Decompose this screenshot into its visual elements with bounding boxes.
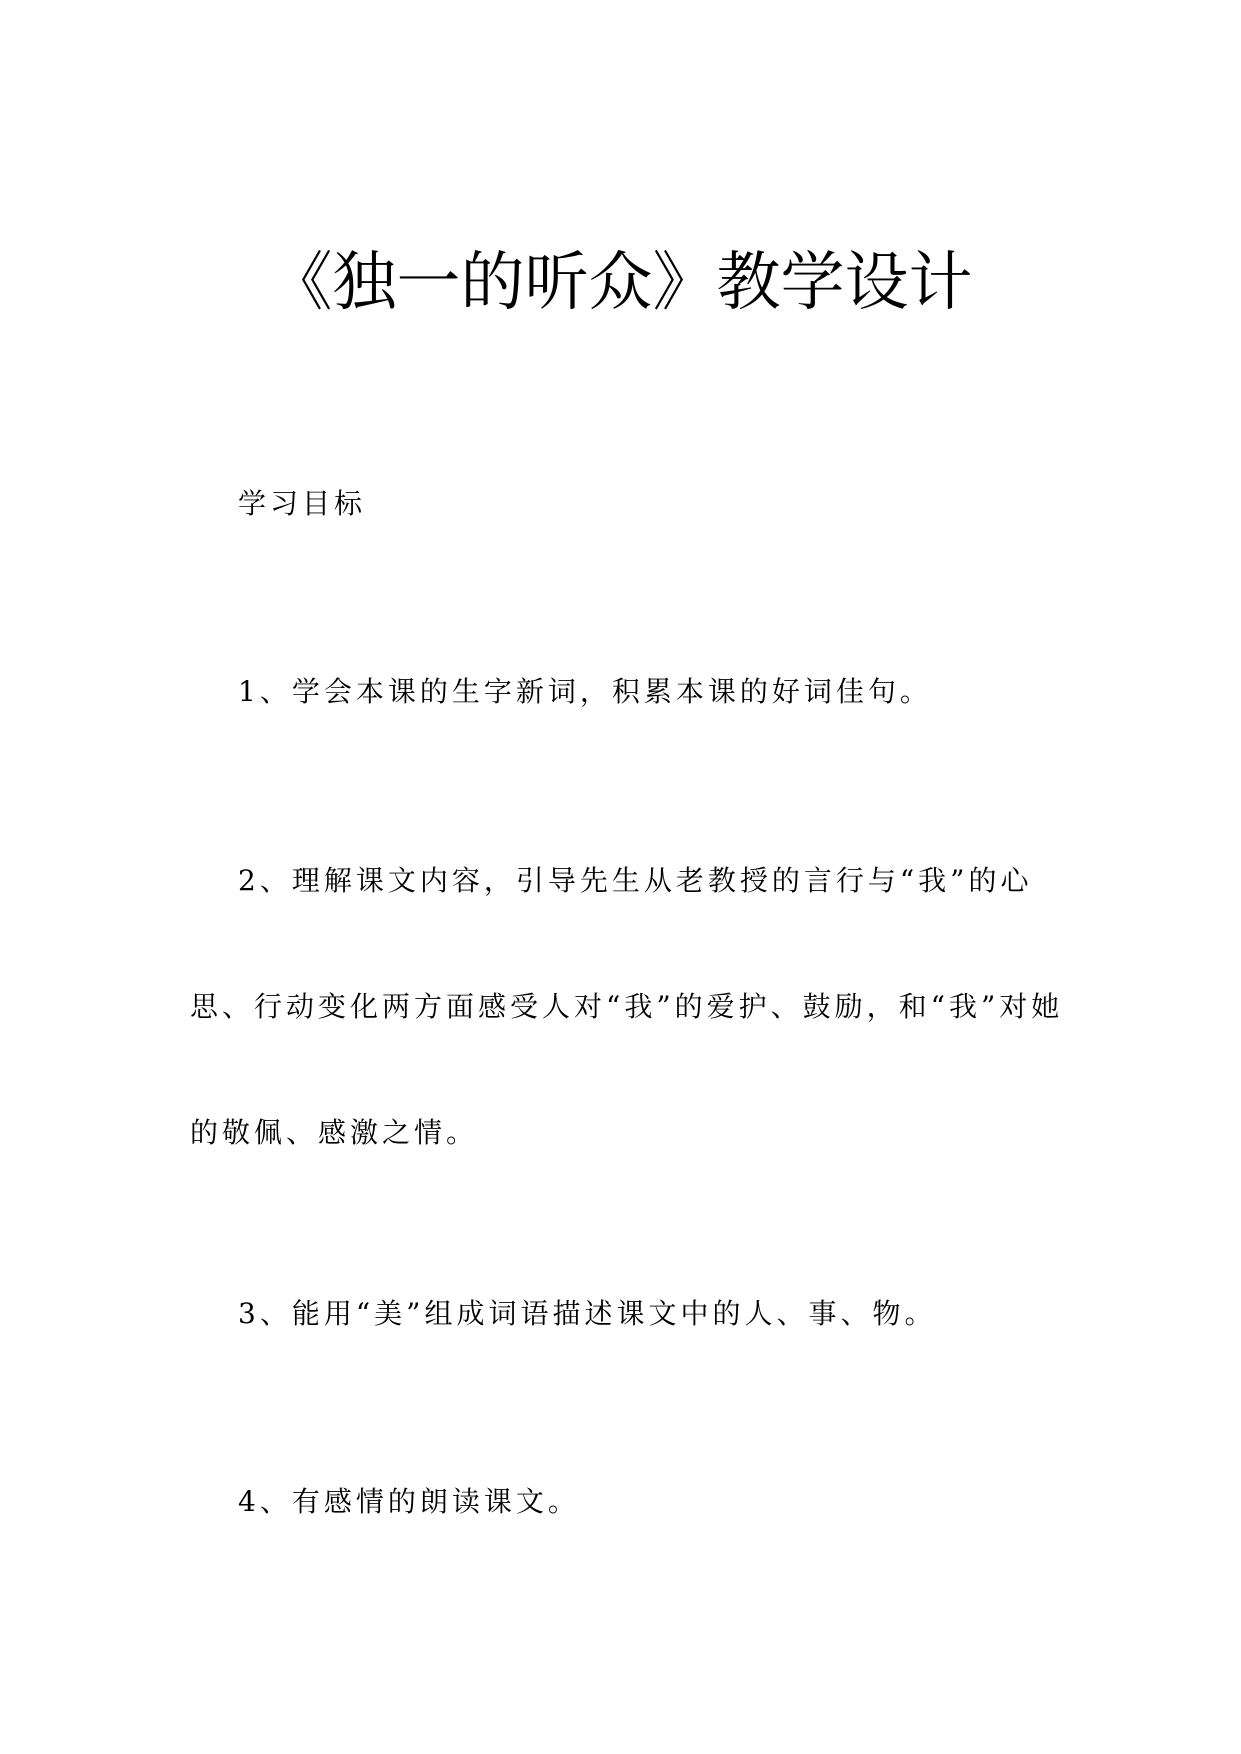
goal-item-2: 2、理解课文内容，引导先生从老教授的言行与“我”的心思、行动变化两方面感受人对“我”的爱护、鼓励，和“我”对她的敬佩、感激之情。 (190, 864, 1064, 1149)
section-heading: 学习目标 (238, 487, 367, 520)
goal-item-3: 3、能用“美”组成词语描述课文中的人、事、物。 (238, 1297, 937, 1330)
goal-item-4: 4、有感情的朗读课文。 (238, 1485, 580, 1518)
document-title: 《独一的听众》教学设计 (268, 246, 973, 320)
goal-item-1: 1、学会本课的生字新词，积累本课的好词佳句。 (238, 675, 932, 708)
